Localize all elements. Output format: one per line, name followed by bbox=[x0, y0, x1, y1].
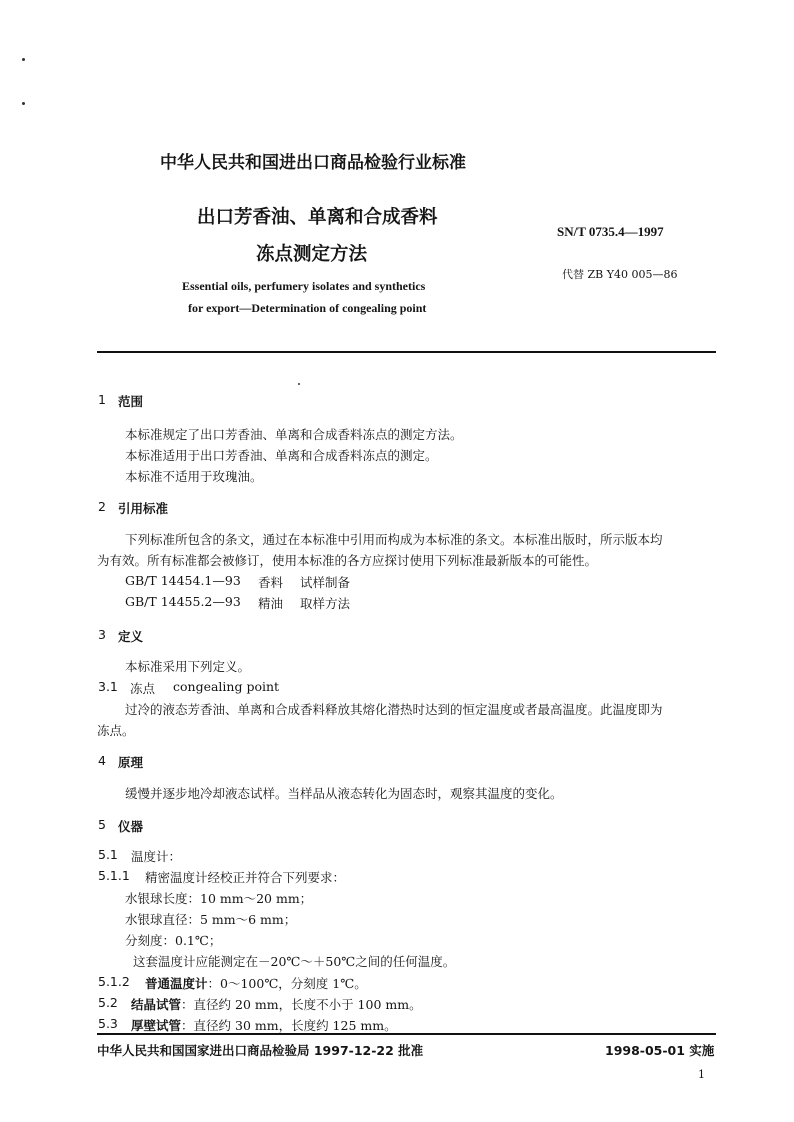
section-5-heading: 仪器 bbox=[118, 819, 144, 834]
requirement-line: 分刻度：0.1℃； bbox=[125, 933, 222, 948]
document-title-line2: 冻点测定方法 bbox=[256, 244, 368, 265]
clause-5-1-2-number: 5.1.2 bbox=[98, 974, 130, 989]
clause-5-2-text bbox=[131, 995, 422, 1013]
scope-line: 本标准适用于出口芳香油、单离和合成香料冻点的测定。 bbox=[125, 448, 438, 463]
scope-line: 本标准规定了出口芳香油、单离和合成香料冻点的测定方法。 bbox=[125, 427, 463, 442]
clause-5-3-number: 5.3 bbox=[98, 1016, 118, 1031]
section-2-number: 2 bbox=[98, 499, 106, 514]
section-4-number: 4 bbox=[98, 753, 106, 768]
requirement-line: 水银球长度：10 mm～20 mm； bbox=[125, 891, 313, 906]
clause-5-1-text: 温度计： bbox=[131, 849, 182, 864]
clause-5-1-number: 5.1 bbox=[98, 847, 118, 862]
scan-speck bbox=[22, 58, 25, 61]
scan-speck bbox=[298, 383, 300, 385]
reference-name: 香料 bbox=[258, 575, 284, 590]
reference-name: 精油 bbox=[258, 596, 284, 611]
clause-5-2-spec: ：直径约 20 mm，长度不小于 100 mm。 bbox=[181, 997, 422, 1012]
clause-5-3-text bbox=[131, 1016, 397, 1034]
scan-speck bbox=[22, 102, 25, 105]
principle-text: 缓慢并逐步地冷却液态试样。当样品从液态转化为固态时，观察其温度的变化。 bbox=[125, 786, 563, 801]
approval-line: 中华人民共和国国家进出口商品检验局 1997-12-22 批准 bbox=[97, 1043, 424, 1058]
reference-title: 取样方法 bbox=[300, 596, 351, 611]
term-chinese: 冻点 bbox=[130, 681, 156, 696]
clause-5-2-number: 5.2 bbox=[98, 995, 118, 1010]
definitions-intro: 本标准采用下列定义。 bbox=[125, 659, 251, 674]
issuing-body-line: 中华人民共和国进出口商品检验行业标准 bbox=[160, 153, 466, 173]
section-5-number: 5 bbox=[98, 817, 106, 832]
section-2-heading: 引用标准 bbox=[118, 501, 169, 516]
reference-code: GB/T 14454.1—93 bbox=[125, 573, 241, 588]
footer-divider bbox=[97, 1033, 716, 1035]
replaces-standard: 代替 ZB Y40 005—86 bbox=[562, 268, 678, 281]
clause-5-1-2-spec: ：0～100℃，分刻度 1℃。 bbox=[207, 976, 367, 991]
definition-line: 冻点。 bbox=[97, 723, 135, 738]
section-1-number: 1 bbox=[98, 392, 106, 407]
section-3-number: 3 bbox=[98, 627, 106, 642]
requirement-line: 水银球直径：5 mm～6 mm； bbox=[125, 912, 297, 927]
normative-ref-paragraph-line: 下列标准所包含的条文，通过在本标准中引用而构成为本标准的条文。本标准出版时，所示版本均 bbox=[125, 532, 663, 547]
clause-5-3-label: 厚壁试管 bbox=[131, 1018, 182, 1033]
standard-number: SN/T 0735.4—1997 bbox=[557, 224, 664, 239]
clause-5-1-2-label: 普通温度计 bbox=[145, 976, 208, 991]
definition-line: 过冷的液态芳香油、单离和合成香料释放其熔化潜热时达到的恒定温度或者最高温度。此温度即为 bbox=[125, 702, 663, 717]
reference-code: GB/T 14455.2—93 bbox=[125, 594, 241, 609]
clause-5-3-spec: ：直径约 30 mm，长度约 125 mm。 bbox=[181, 1018, 397, 1033]
requirement-line: 这套温度计应能测定在－20℃～＋50℃之间的任何温度。 bbox=[133, 954, 456, 969]
effective-date: 1998-05-01 实施 bbox=[605, 1043, 715, 1058]
reference-title: 试样制备 bbox=[300, 575, 351, 590]
term-english: congealing point bbox=[173, 679, 280, 694]
clause-5-1-1-text: 精密温度计经校正并符合下列要求： bbox=[145, 870, 346, 885]
clause-3-1-number: 3.1 bbox=[98, 679, 118, 694]
section-4-heading: 原理 bbox=[118, 755, 144, 770]
clause-5-2-label: 结晶试管 bbox=[131, 997, 182, 1012]
english-title-line2: for export—Determination of congealing point bbox=[188, 301, 427, 315]
scope-line: 本标准不适用于玫瑰油。 bbox=[125, 469, 263, 484]
header-divider bbox=[97, 351, 716, 353]
clause-5-1-1-number: 5.1.1 bbox=[98, 868, 130, 883]
english-title-line1: Essential oils, perfumery isolates and synthetics bbox=[182, 279, 426, 293]
normative-ref-paragraph-line: 为有效。所有标准都会被修订，使用本标准的各方应探讨使用下列标准最新版本的可能性。 bbox=[97, 553, 598, 568]
clause-5-1-2-text bbox=[145, 974, 367, 992]
document-title-line1: 出口芳香油、单离和合成香料 bbox=[197, 207, 438, 228]
page-number: 1 bbox=[698, 1068, 705, 1081]
section-1-heading: 范围 bbox=[118, 394, 144, 409]
section-3-heading: 定义 bbox=[118, 629, 144, 644]
